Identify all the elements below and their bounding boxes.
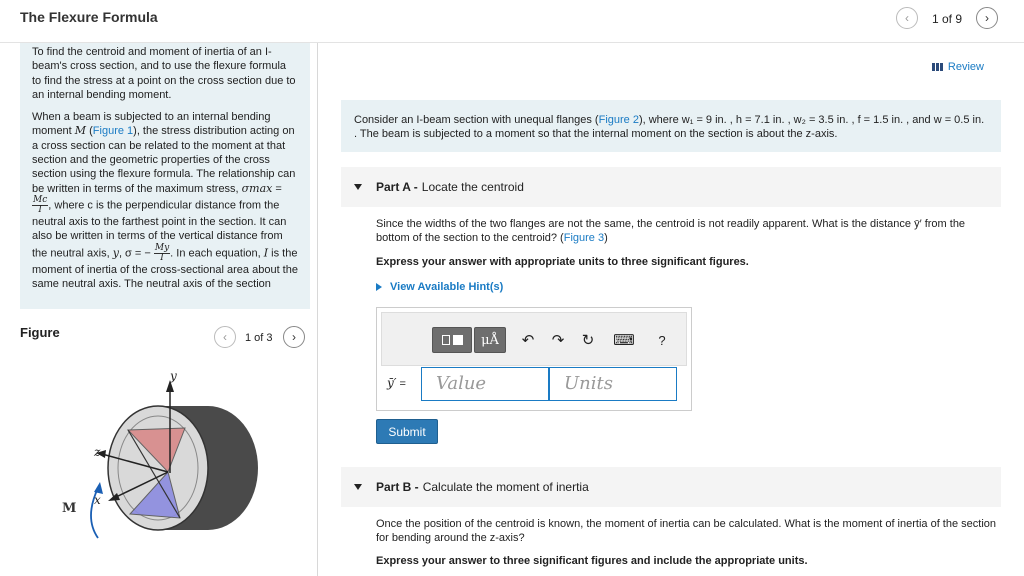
math-toolbar bbox=[381, 312, 687, 366]
prev-page-button[interactable] bbox=[896, 7, 918, 29]
part-a-title: Locate the centroid bbox=[421, 180, 524, 194]
chevron-left-icon: ‹ bbox=[905, 11, 909, 25]
hints-toggle[interactable] bbox=[376, 281, 503, 293]
figure-2-link[interactable]: Figure 2 bbox=[598, 114, 639, 126]
units-button[interactable]: μÅ bbox=[474, 327, 506, 353]
part-b-label: Part B - bbox=[376, 480, 419, 494]
undo-icon[interactable]: ↶ bbox=[521, 332, 535, 349]
templates-button[interactable] bbox=[432, 327, 472, 353]
redo-icon[interactable]: ↷ bbox=[551, 332, 565, 349]
units-input[interactable]: Units bbox=[549, 367, 677, 401]
chevron-right-icon: › bbox=[985, 11, 989, 25]
y-axis-label: y bbox=[170, 369, 177, 383]
part-b-question: Once the position of the centroid is known, the moment of inertia can be calculated. What is the moment of inertia of the section for bending around the z-axis? bbox=[376, 518, 997, 544]
left-panel bbox=[0, 43, 318, 576]
figure-1-link[interactable]: Figure 1 bbox=[92, 125, 134, 138]
part-a-label: Part A - bbox=[376, 180, 418, 194]
chevron-right-icon: › bbox=[292, 330, 296, 344]
part-a-instruction: Express your answer with appropriate units to three significant figures. bbox=[376, 256, 749, 268]
part-b-title: Calculate the moment of inertia bbox=[422, 480, 589, 494]
next-page-button[interactable] bbox=[976, 7, 998, 29]
figure-counter: 1 of 3 bbox=[245, 332, 273, 344]
review-link[interactable] bbox=[932, 61, 984, 73]
part-a-header[interactable] bbox=[341, 167, 1001, 207]
hints-label: View Available Hint(s) bbox=[390, 281, 504, 293]
part-b-instruction: Express your answer to three significant figures and include the appropriate units. bbox=[376, 555, 808, 567]
chevron-left-icon: ‹ bbox=[223, 330, 227, 344]
figure-next-button[interactable] bbox=[283, 326, 305, 348]
keyboard-icon[interactable]: ⌨ bbox=[613, 332, 635, 349]
intro-paragraph-2: When a beam is subjected to an internal bending moment M (Figure 1), the stress distribution acting on a cross section can be related to the moment at that section and the geometric properties of the cross section using the flexure formula. The relationship can be written in terms of the maximum stress, σmax = $\frac{Mc}{I}$ , where c is the perpendicular distance from the neutral axis to the farthest point in the section. It can also be written in terms of the vertical distance from the neutral axis, y, σ = − $\frac{My}{I}$ . In each equation, I is the moment of inertia of the cross-sectional area about the same neutral axis. The neutral axis of the section bbox=[32, 111, 298, 290]
answer-entry-box bbox=[376, 307, 692, 411]
intro-paragraph-1: To find the centroid and moment of inertia of an I-beam's cross section, and to use the flexure formula to find the stress at a point on the cross section due to an internal bending moment. bbox=[32, 46, 296, 101]
page-title: The Flexure Formula bbox=[20, 9, 158, 25]
problem-statement: Consider an I-beam section with unequal flanges (Figure 2), where w₁ = 9 in. , h = 7.1 in. , w₂ = 3.5 in. , f = 1.5 in. , and w = 0.5 in. . The beam is subjected to a moment so that the internal moment on the section is about the z-axis. bbox=[341, 100, 1001, 152]
figure-3-link[interactable]: Figure 3 bbox=[563, 232, 605, 244]
figure-heading: Figure bbox=[20, 325, 60, 340]
part-a-question: Since the widths of the two flanges are not the same, the centroid is not readily apparent. What is the distance ȳ′ from the bottom of the section to the centroid? (Figure 3) bbox=[376, 218, 966, 244]
part-b-header[interactable] bbox=[341, 467, 1001, 507]
x-axis-label: x bbox=[94, 493, 101, 507]
review-label: Review bbox=[947, 61, 984, 73]
help-icon[interactable]: ? bbox=[658, 332, 666, 348]
ybar-label: ȳ′ = bbox=[387, 376, 406, 390]
page-counter: 1 of 9 bbox=[932, 12, 963, 26]
beam-figure bbox=[50, 368, 280, 576]
collapse-icon bbox=[354, 184, 362, 190]
moment-label: M bbox=[62, 501, 77, 516]
review-icon bbox=[932, 63, 943, 71]
top-bar bbox=[0, 0, 1024, 43]
main-panel bbox=[319, 43, 1024, 576]
z-axis-label: z bbox=[94, 445, 101, 459]
figure-prev-button[interactable] bbox=[214, 326, 236, 348]
expand-icon bbox=[376, 283, 382, 291]
value-input[interactable]: Value bbox=[421, 367, 549, 401]
template-icon bbox=[442, 335, 450, 345]
submit-button[interactable]: Submit bbox=[376, 419, 438, 444]
collapse-icon bbox=[354, 484, 362, 490]
reset-icon[interactable]: ↻ bbox=[581, 332, 595, 349]
intro-text-box[interactable] bbox=[20, 43, 310, 309]
